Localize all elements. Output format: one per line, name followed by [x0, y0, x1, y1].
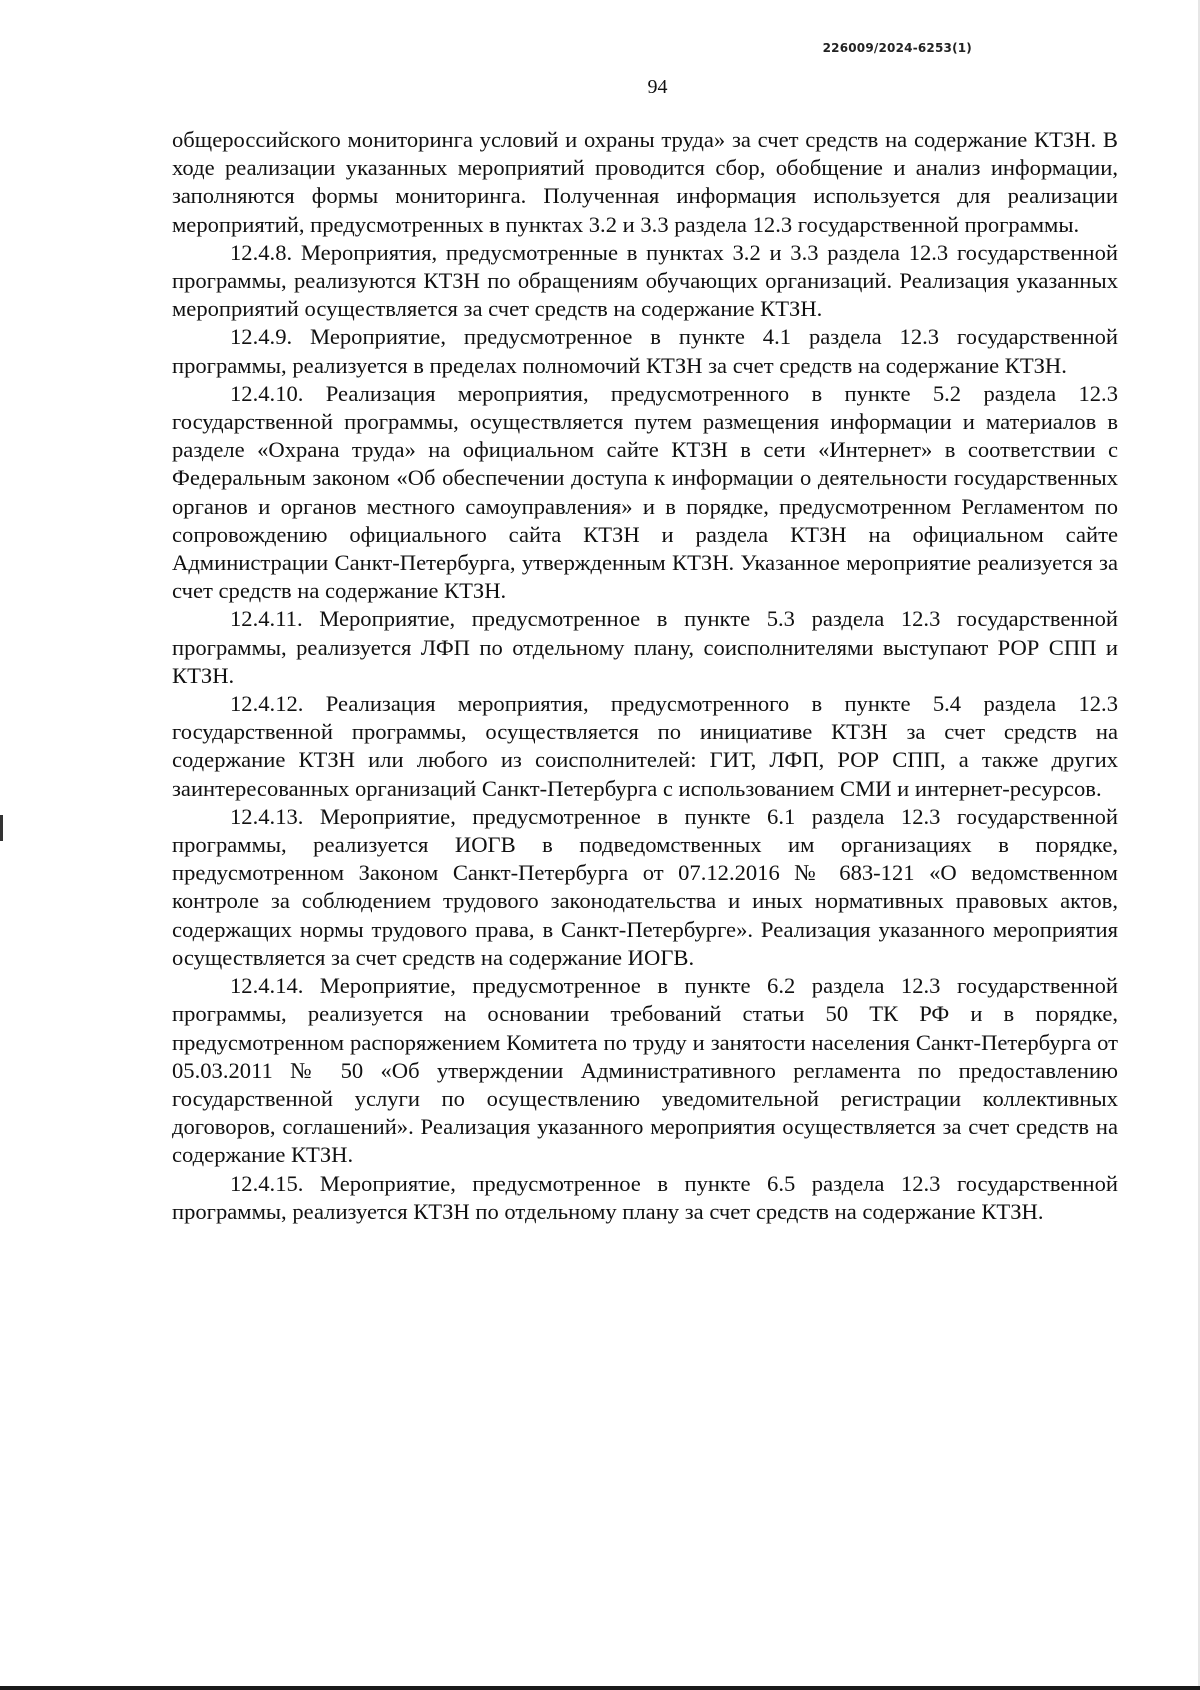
paragraph-12-4-8: 12.4.8. Мероприятия, предусмотренные в пунктах 3.2 и 3.3 раздела 12.3 государственной программы, реализуются КТЗН по обращениям обучающих организаций. Реализация указанных мероприятий осуществляется за счет средств на содержание КТЗН.	[172, 239, 1118, 322]
paragraph-12-4-12: 12.4.12. Реализация мероприятия, предусмотренного в пункте 5.4 раздела 12.3 государственной программы, осуществляется по инициативе КТЗН за счет средств на содержание КТЗН или любого из соисполнителей: ГИТ, ЛФП, РОР СПП, а также других заинтересованных организаций Санкт-Петербурга с использованием СМИ и интернет-ресурсов.	[172, 691, 1118, 801]
paragraph-12-4-13: 12.4.13. Мероприятие, предусмотренное в пункте 6.1 раздела 12.3 государственной программы, реализуется ИОГВ в подведомственных им организациях в порядке, предусмотренном Законом Санкт-Петербурга от 07.12.2016 № 683-121 «О ведомственном контроле за соблюдением трудового законодательства и иных нормативных правовых актов, содержащих нормы трудового права, в Санкт-Петербурге». Реализация указанного мероприятия осуществляется за счет средств на содержание ИОГВ.	[172, 803, 1118, 970]
page-number: 94	[647, 76, 668, 98]
paragraph-12-4-10: 12.4.10. Реализация мероприятия, предусмотренного в пункте 5.2 раздела 12.3 государственной программы, осуществляется путем размещения информации и материалов в разделе «Охрана труда» на официальном сайте КТЗН в сети «Интернет» в соответствии с Федеральным законом «Об обеспечении доступа к информации о деятельности государственных органов и органов местного самоуправления» и в порядке, предусмотренном Регламентом по сопровождению официального сайта КТЗН и раздела КТЗН на официальном сайте Администрации Санкт-Петербурга, утвержденным КТЗН. Указанное мероприятие реализуется за счет средств на содержание КТЗН.	[172, 380, 1118, 604]
scan-edge-mark	[0, 815, 3, 841]
scan-edge-bottom	[0, 1686, 1200, 1690]
paragraph-12-4-11: 12.4.11. Мероприятие, предусмотренное в пункте 5.3 раздела 12.3 государственной программы, реализуется ЛФП по отдельному плану, соисполнителями выступают РОР СПП и КТЗН.	[172, 606, 1118, 688]
paragraph-12-4-14: 12.4.14. Мероприятие, предусмотренное в пункте 6.2 раздела 12.3 государственной программы, реализуется на основании требований статьи 50 ТК РФ и в порядке, предусмотренном распоряжением Комитета по труду и занятости населения Санкт-Петербурга от 05.03.2011 № 50 «Об утверждении Административного регламента по предоставлению государственной услуги по осуществлению уведомительной регистрации коллективных договоров, соглашений». Реализация указанного мероприятия осуществляется за счет средств на содержание КТЗН.	[172, 973, 1118, 1168]
paragraph-12-4-9: 12.4.9. Мероприятие, предусмотренное в пункте 4.1 раздела 12.3 государственной программы, реализуется в пределах полномочий КТЗН за счет средств на содержание КТЗН.	[172, 324, 1118, 378]
paragraph-12-4-15: 12.4.15. Мероприятие, предусмотренное в пункте 6.5 раздела 12.3 государственной программы, реализуется КТЗН по отдельному плану за счет средств на содержание КТЗН.	[172, 1170, 1118, 1224]
document-body	[172, 126, 1118, 1226]
document-registration-number: 226009/2024-6253(1)	[822, 41, 972, 55]
paragraph-intro: общероссийского мониторинга условий и охраны труда» за счет средств на содержание КТЗН. В ходе реализации указанных мероприятий проводится сбор, обобщение и анализ информации, заполняются формы мониторинга. Полученная информация используется для реализации мероприятий, предусмотренных в пунктах 3.2 и 3.3 раздела 12.3 государственной программы.	[172, 127, 1118, 237]
